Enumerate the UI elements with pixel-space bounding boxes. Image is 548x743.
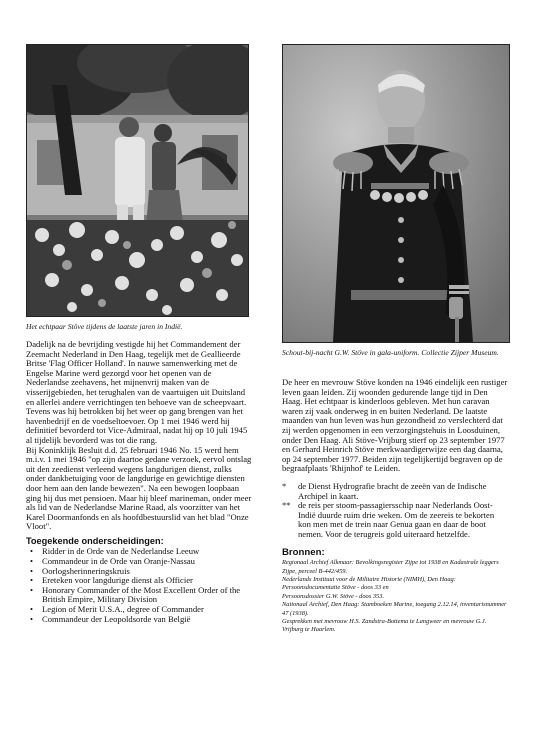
footnote-text: de Dienst Hydrografie bracht de zeeën van de Indische Archipel in kaart.	[298, 480, 487, 501]
award-item: • Legion of Merit U.S.A., degree of Commander	[26, 605, 252, 615]
footnotes	[282, 482, 508, 540]
left-column	[26, 340, 252, 624]
award-item: • Commandeur in de Orde van Oranje-Nassau	[26, 557, 252, 567]
source-line: Gesprekken met mevrouw H.S. Zandstra-Bottema te Langweer en mevrouw G.J. Vrijburg te Haarlem.	[282, 617, 487, 634]
sources	[282, 548, 508, 635]
paragraph-liberation: Dadelijk na de bevrijding vestigde hij het Commandement der Zeemacht Nederland in Den Haag, tegelijk met de Geallieerde Britse 'Flag Officer Holland'. In nauwe samenwerking met de Engelse Marine werd gezorgd voor het openen van de Nederlandse zeehavens, het mijnenvrij maken van de visserijgebieden, het terughalen van de vaartuigen uit Duitsland en allerlei andere verrichtingen ten behoeve van de scheepvaart. Tevens was hij betrokken bij het weer op gang brengen van het havenbedrijf en de voedseltoevoer. Op 1 mei 1946 werd hij definitief bevorderd tot Vice-Admiraal, nadat hij op 10 juli 1945 al tijdelijk bevorderd was tot die rang.	[26, 339, 248, 445]
awards-heading: Toegekende onderscheidingen:	[26, 535, 164, 546]
photo-couple	[26, 44, 249, 317]
awards-list	[26, 547, 252, 624]
source-line: Persoonsdossier G.W. Stöve - doos 353.	[282, 592, 385, 600]
award-item: • Honorary Commander of the Most Excellent Order of the British Empire, Military Division	[26, 586, 252, 605]
footnote-text: de reis per stoom-passagiersschip naar Nederlands Oost-Indië duurde ruim drie weken. Om de zeereis te bekorten kon men met de trein naar Genua gaan en daar de boot nemen. Voor de terugreis gold uiteraard hetzelfde.	[298, 500, 495, 539]
photo-couple-caption: Het echtpaar Stöve tijdens de laatste jaren in Indië.	[26, 322, 183, 331]
paragraph-retirement: Bij Koninklijk Besluit d.d. 25 februari 1946 No. 15 werd hem m.i.v. 1 mei 1946 "op zijn daartoe gedane verzoek, eervol ontslag uit den zeedienst verleend wegens langdurigen dienst, zulks onder dankbetuiging voor de langdurige en gewichtige diensten door hem aan den lande bewezen". Na een bewogen loopbaan ging hij dus met pensioen. Maar hij bleef marineman, onder meer als lid van de Nederlandse Marine Raad, als voorzitter van het Karel Doormanfonds en als hoofdbestuurslid van het blad "Onze Vloot".	[26, 444, 252, 532]
footnote	[282, 501, 508, 539]
photo-admiral-caption: Schout-bij-nacht G.W. Stöve in gala-uniform. Collectie Zijper Museum.	[282, 348, 499, 357]
photo-admiral-image	[283, 45, 509, 342]
award-item: • Ridder in de Orde van de Nederlandse Leeuw	[26, 547, 252, 557]
source-line: Nationaal Archief, Den Haag: Stamboeken Marine, toegang 2.12.14, inventarisnummer 47 (1938).	[282, 601, 507, 617]
award-item: • Commandeur der Leopoldsorde van België	[26, 615, 252, 625]
photo-admiral	[282, 44, 510, 343]
photo-couple-image	[27, 45, 248, 316]
source-line: Persoonsdocumentatie Stöve - doos 33 en	[282, 584, 389, 592]
paragraph-later-life: De heer en mevrouw Stöve konden na 1946 eindelijk een rustiger leven gaan leiden. Zij woonden gedurende lange tijd in Den Haag. Het echtpaar is kinderloos gebleven. Met hun caravan waren zij vaak onderweg in en buiten Nederland. De laatste maanden van hun leven was hun gezondheid zo verslechterd dat zij werden opgenomen in een verzorgingstehuis in Loosduinen, onder Den Haag. Ali Stöve-Vrijburg stierf op 23 september 1977 en Gerhard Heinrich Stöve merkwaardigerwijze een dag daarna, op 24 september 1977. Beiden zijn tegelijkertijd begraven op de begraafplaats 'Rhijnhof' te Leiden.	[282, 377, 508, 474]
source-line: Regionaal Archief Alkmaar: Bevolkingsregister Zijpe tot 1938 en Kadastrale leggers Zijpe, perceel B-442/459.	[282, 559, 499, 575]
award-item: • Ereteken voor langdurige dienst als Officier	[26, 576, 252, 586]
source-line: Nederlands Instituut voor de Militaire Historie (NIMH), Den Haag:	[282, 575, 456, 583]
footnote	[282, 482, 508, 501]
footnote-mark: **	[282, 500, 291, 511]
sources-heading: Bronnen:	[282, 546, 325, 558]
right-column	[282, 378, 508, 635]
award-item: • Oorlogsherinneringskruis	[26, 567, 252, 577]
footnote-mark: *	[282, 480, 287, 491]
